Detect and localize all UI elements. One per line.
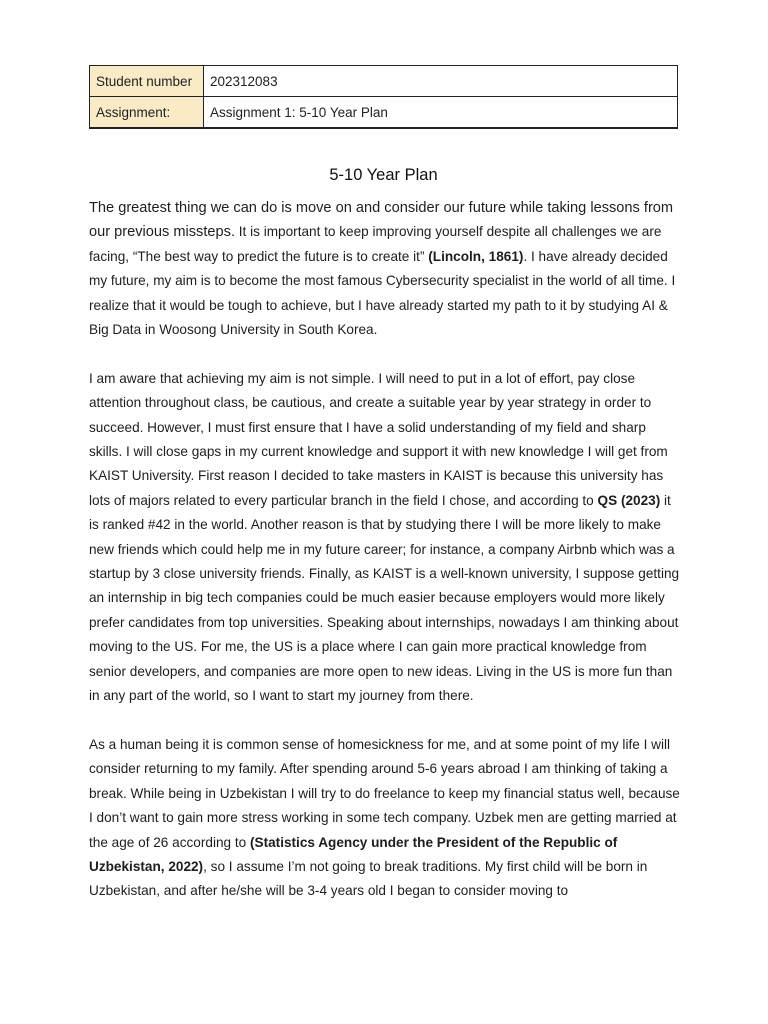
document-body — [89, 196, 681, 928]
paragraph-1-line-1: The greatest thing we can do is move on and consider our future while taking lessons — [89, 200, 640, 216]
assignment-row — [90, 97, 678, 129]
paragraph-2-text-a: I am aware that achieving my aim is not simple. I will need to put in a lot of effort, pay close attention throughout class, be cautious, and create a suitable year by year strategy in order to succeed. However, I must first ensure that I have a solid understanding of my field and sharp skills. I will close gaps in my current knowledge and support it with new knowledge I will get from KAIST University. First reason I decided to take masters in KAIST is because this university has lots of majors related to every particular branch in the field I chose, and according to — [89, 370, 668, 508]
paragraph-2-citation: QS (2023) — [597, 492, 661, 508]
document-title: 5-10 Year Plan — [329, 166, 438, 184]
paragraph-2-text-b: it is ranked #42 in the world. Another reason is that by studying there I will be more likely to make new friends which could help me in my future career; for instance, a company Airbnb which was a startup by 3 close university friends. Finally, as KAIST is a well-known university, I suppose getting an internship in big tech companies could be much easier because employers would more likely prefer candidates from top universities. Speaking about internships, nowadays I am thinking about moving to the US. For me, the US is a place where I can gain more practical knowledge from senior developers, and companies are more open to new ideas. Living in the US is more fun than in any part of the world, so I want to start my journey from there. — [89, 492, 680, 704]
student-number-label: Student number — [90, 66, 204, 97]
paragraph-1-citation: (Lincoln, 1861) — [428, 248, 524, 264]
paragraph-1-line-2b: It is important to keep improving yourself despite all challenges — [235, 224, 617, 240]
assignment-label: Assignment: — [90, 97, 204, 129]
paragraph-3-text-a: As a human being it is common sense of homesickness for me, and at some point of my life I will consider returning to my family. After spending around 5-6 years abroad I am thinking of taking a break. While being in Uzbekistan I will try to do freelance to keep my financial status well, because I don’t want to gain more stress working in some tech company. Uzbek men are getting married at the age of 26 according to — [89, 736, 680, 850]
student-info-table — [89, 65, 678, 129]
paragraph-1-text-a: we are facing, “The best way to predict the future is to create it” — [89, 224, 662, 264]
paragraph-1-text-b: . I have already decided my future, my aim is to become the most famous Cybersecurity specialist in the world of all time. I realize that it would be tough to achieve, but I have already started my path to it by studying AI & Big Data in Woosong University in South Korea. — [89, 248, 676, 338]
paragraph-3-text-b: , so I assume I’m not going to break traditions. My first child will be born in Uzbekistan, and after he/she will be 3-4 years old I began to consider moving to — [89, 858, 648, 899]
paragraph-1 — [89, 196, 681, 342]
paragraph-2 — [89, 367, 681, 709]
assignment-value: Assignment 1: 5-10 Year Plan — [204, 97, 678, 129]
paragraph-3 — [89, 733, 681, 904]
paragraph-1-line-2: from our previous missteps. — [89, 200, 674, 241]
student-number-value: 202312083 — [204, 66, 678, 97]
paragraph-3-citation: (Statistics Agency under the President of the Republic of Uzbekistan, 2022) — [89, 834, 618, 874]
student-number-row — [90, 66, 678, 97]
